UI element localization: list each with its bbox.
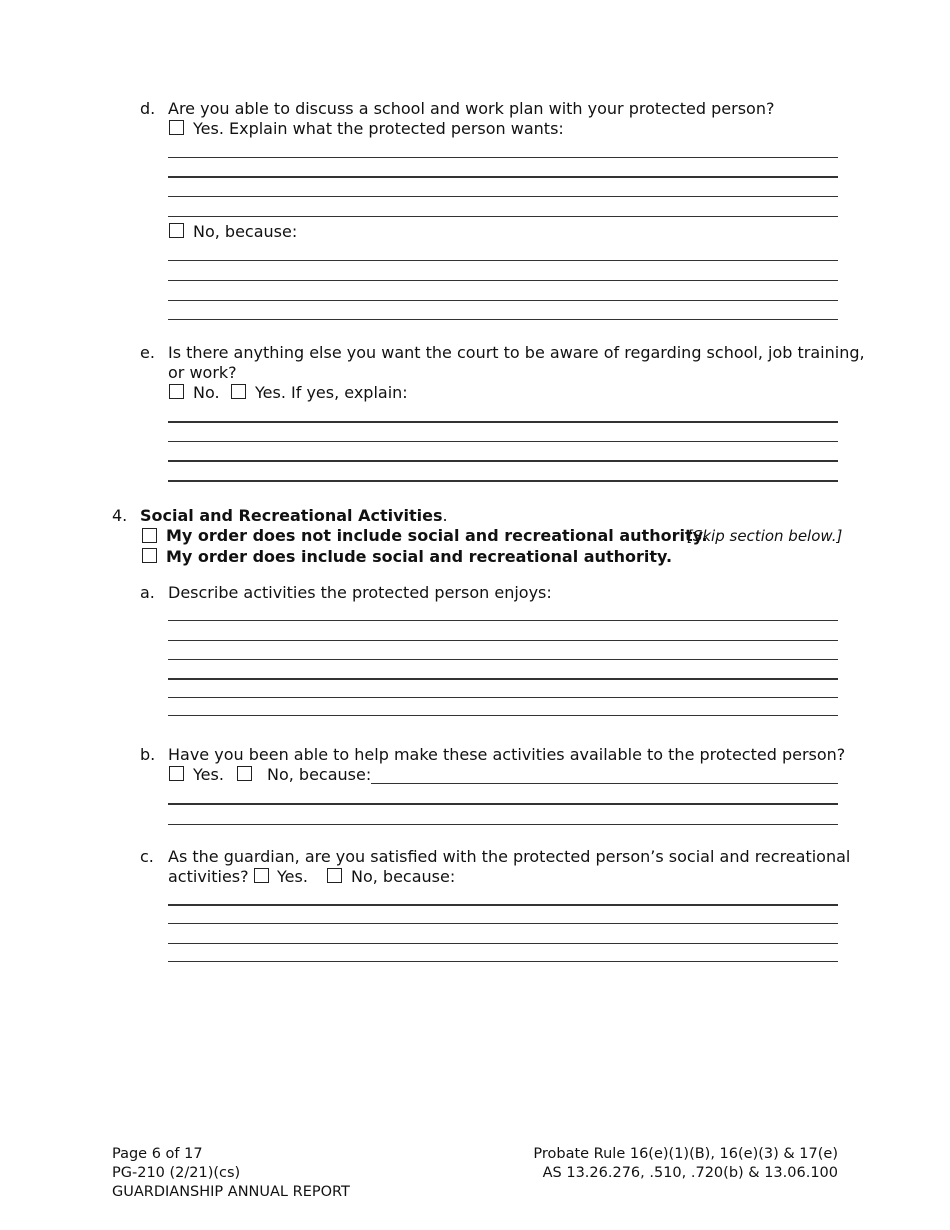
- section-4-title-period: .: [442, 506, 448, 525]
- option-not-include-label: My order does not include social and recreational authority.: [166, 526, 708, 545]
- footer-form-code: PG-210 (2/21)(cs): [112, 1165, 241, 1181]
- section-a-answer-line-5[interactable]: [168, 697, 838, 698]
- section-e-question-line-1: Is there anything else you want the court to be aware of regarding school, job training,: [168, 343, 865, 362]
- section-b-answer-line-2[interactable]: [168, 824, 838, 825]
- section-c-question-line-2: activities?: [168, 867, 249, 886]
- section-b-no-label: No, because:: [267, 765, 372, 784]
- section-a-answer-line-1[interactable]: [168, 620, 838, 621]
- section-b-no-checkbox[interactable]: [237, 766, 252, 781]
- section-d-yes-checkbox[interactable]: [169, 120, 184, 135]
- section-c-yes-label: Yes.: [277, 867, 308, 886]
- section-e-question-line-2: or work?: [168, 363, 237, 382]
- section-4-number: 4.: [112, 506, 128, 525]
- section-b-yes-label: Yes.: [193, 765, 224, 784]
- section-d-no-answer-line-3[interactable]: [168, 300, 838, 301]
- section-e-answer-line-2[interactable]: [168, 441, 838, 442]
- section-c-answer-line-3[interactable]: [168, 943, 838, 944]
- section-c-no-label: No, because:: [351, 867, 456, 886]
- section-c-question-line-1: As the guardian, are you satisfied with the protected person’s social and recreational: [168, 847, 851, 866]
- footer-statute: AS 13.26.276, .510, .720(b) & 13.06.100: [542, 1165, 838, 1181]
- section-a-question: Describe activities the protected person enjoys:: [168, 583, 552, 602]
- section-e-answer-line-3[interactable]: [168, 460, 838, 462]
- section-c-answer-line-2[interactable]: [168, 923, 838, 924]
- section-c-yes-checkbox[interactable]: [254, 868, 269, 883]
- section-d-no-answer-line-4[interactable]: [168, 319, 838, 320]
- section-c-answer-line-4[interactable]: [168, 961, 838, 962]
- section-a-answer-line-6[interactable]: [168, 715, 838, 716]
- section-e-yes-checkbox[interactable]: [231, 384, 246, 399]
- section-a-letter: a.: [140, 583, 155, 602]
- section-e-no-checkbox[interactable]: [169, 384, 184, 399]
- section-b-answer-line-1[interactable]: [168, 803, 838, 805]
- section-e-answer-line-4[interactable]: [168, 480, 838, 482]
- section-b-question: Have you been able to help make these activities available to the protected person?: [168, 745, 846, 764]
- section-d-no-answer-line-1[interactable]: [168, 260, 838, 261]
- footer-page-number: Page 6 of 17: [112, 1146, 203, 1162]
- section-d-no-label: No, because:: [193, 222, 298, 241]
- section-c-letter: c.: [140, 847, 154, 866]
- section-a-answer-line-2[interactable]: [168, 640, 838, 641]
- section-4-title-group: [140, 506, 448, 526]
- section-e-answer-line-1[interactable]: [168, 421, 838, 423]
- section-e-letter: e.: [140, 343, 155, 362]
- section-e-no-label: No.: [193, 383, 220, 402]
- section-d-no-checkbox[interactable]: [169, 223, 184, 238]
- section-b-yes-checkbox[interactable]: [169, 766, 184, 781]
- section-d-yes-answer-line-2[interactable]: [168, 176, 838, 178]
- option-not-include-checkbox[interactable]: [142, 528, 157, 543]
- section-b-letter: b.: [140, 745, 156, 764]
- section-d-yes-answer-line-1[interactable]: [168, 157, 838, 158]
- section-e-yes-label: Yes. If yes, explain:: [255, 383, 408, 402]
- section-4-title: Social and Recreational Activities: [140, 506, 443, 525]
- section-d-letter: d.: [140, 99, 156, 118]
- section-d-question: Are you able to discuss a school and work plan with your protected person?: [168, 99, 775, 118]
- section-d-yes-answer-line-4[interactable]: [168, 216, 838, 217]
- skip-section-note: [Skip section below.]: [687, 527, 843, 545]
- section-d-no-answer-line-2[interactable]: [168, 280, 838, 281]
- section-c-no-checkbox[interactable]: [327, 868, 342, 883]
- section-a-answer-line-4[interactable]: [168, 678, 838, 680]
- section-c-answer-line-1[interactable]: [168, 904, 838, 906]
- section-d-yes-answer-line-3[interactable]: [168, 196, 838, 197]
- section-a-answer-line-3[interactable]: [168, 659, 838, 660]
- option-include-checkbox[interactable]: [142, 548, 157, 563]
- section-d-yes-label: Yes. Explain what the protected person wants:: [193, 119, 564, 138]
- footer-probate-rule: Probate Rule 16(e)(1)(B), 16(e)(3) & 17(e): [533, 1146, 838, 1162]
- section-b-inline-answer-line[interactable]: [371, 783, 838, 784]
- footer-form-title: GUARDIANSHIP ANNUAL REPORT: [112, 1184, 350, 1200]
- option-include-label: My order does include social and recreational authority.: [166, 547, 673, 566]
